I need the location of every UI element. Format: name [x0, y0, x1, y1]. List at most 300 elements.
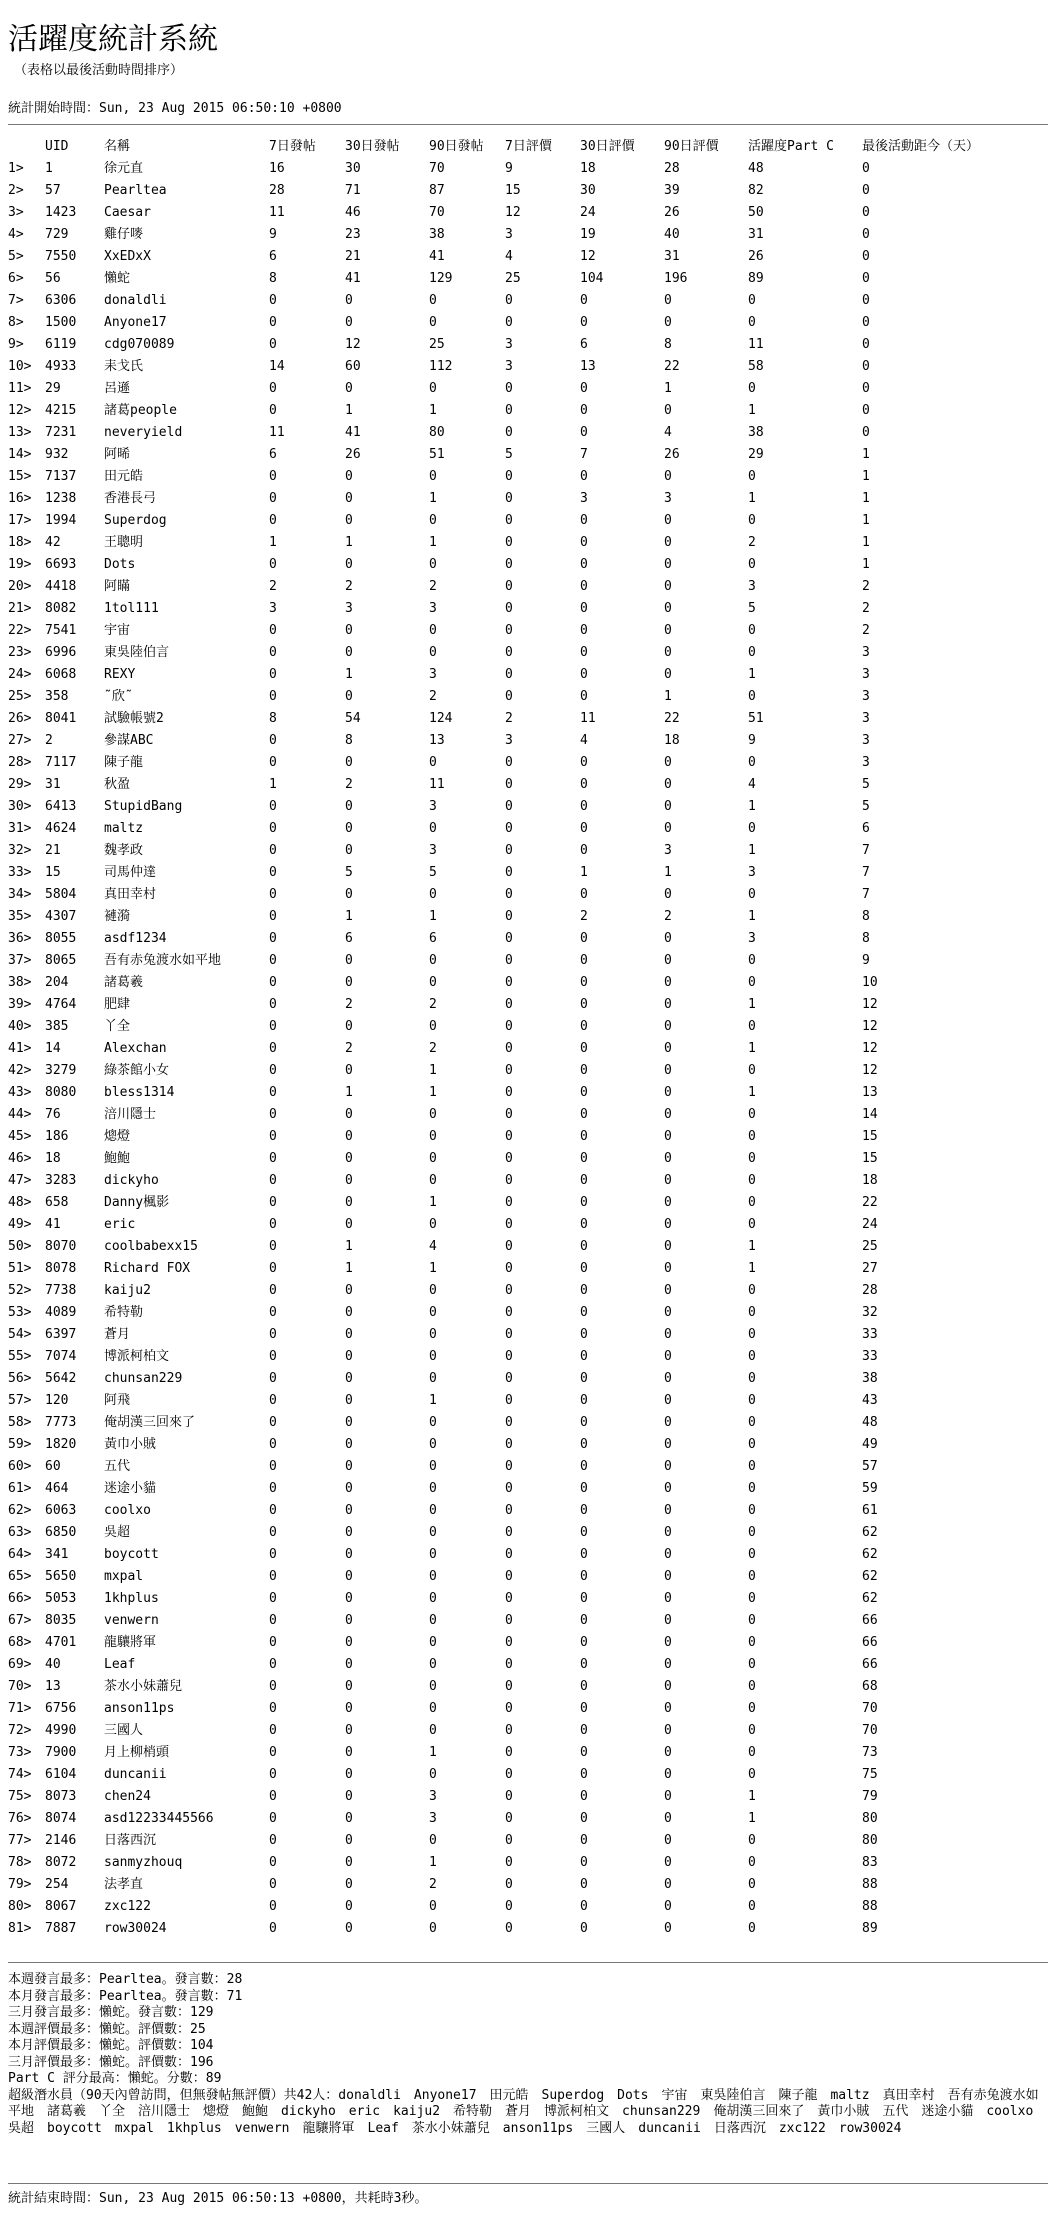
summary-line: 三月發言最多：懶蛇。發言數：129	[8, 2005, 214, 2020]
cell-activity-part-c: 50	[748, 205, 764, 220]
cell-days-since-activity: 12	[862, 1041, 878, 1056]
cell-ratings-7d: 0	[505, 1525, 513, 1540]
cell-row-rank: 49>	[8, 1217, 32, 1232]
cell-ratings-90d: 3	[664, 843, 672, 858]
cell-ratings-30d: 6	[580, 337, 588, 352]
cell-user-uid: 7887	[45, 1921, 77, 1936]
table-row	[8, 1346, 1032, 1368]
table-row	[8, 1368, 1032, 1390]
cell-ratings-90d: 0	[664, 645, 672, 660]
cell-posts-7d: 0	[269, 1833, 277, 1848]
cell-user-uid: 4418	[45, 579, 77, 594]
table-row	[8, 1082, 1032, 1104]
cell-user-name: 陳子龍	[104, 755, 144, 770]
cell-activity-part-c: 4	[748, 777, 756, 792]
cell-row-rank: 31>	[8, 821, 32, 836]
cell-posts-90d: 0	[429, 1349, 437, 1364]
cell-user-name: 田元皓	[104, 469, 144, 484]
cell-user-uid: 358	[45, 689, 69, 704]
cell-row-rank: 38>	[8, 975, 32, 990]
cell-user-uid: 7541	[45, 623, 77, 638]
cell-user-name: neveryield	[104, 425, 183, 440]
cell-posts-90d: 0	[429, 1503, 437, 1518]
cell-ratings-30d: 0	[580, 1569, 588, 1584]
cell-posts-30d: 1	[345, 667, 353, 682]
table-row	[8, 1522, 1032, 1544]
cell-posts-7d: 0	[269, 1635, 277, 1650]
cell-activity-part-c: 0	[748, 1855, 756, 1870]
cell-ratings-90d: 0	[664, 513, 672, 528]
table-row	[8, 554, 1032, 576]
cell-user-name: asdf1234	[104, 931, 167, 946]
cell-row-rank: 74>	[8, 1767, 32, 1782]
cell-posts-7d: 0	[269, 337, 277, 352]
cell-days-since-activity: 66	[862, 1657, 878, 1672]
cell-posts-30d: 0	[345, 1767, 353, 1782]
cell-days-since-activity: 9	[862, 953, 870, 968]
cell-activity-part-c: 0	[748, 1503, 756, 1518]
cell-ratings-90d: 31	[664, 249, 680, 264]
cell-posts-30d: 1	[345, 1239, 353, 1254]
cell-posts-30d: 0	[345, 1327, 353, 1342]
cell-posts-30d: 0	[345, 1063, 353, 1078]
cell-activity-part-c: 1	[748, 667, 756, 682]
cell-posts-90d: 2	[429, 1041, 437, 1056]
cell-user-uid: 6397	[45, 1327, 77, 1342]
cell-ratings-90d: 0	[664, 1547, 672, 1562]
cell-user-uid: 8082	[45, 601, 77, 616]
cell-posts-7d: 0	[269, 1261, 277, 1276]
cell-days-since-activity: 80	[862, 1811, 878, 1826]
cell-row-rank: 30>	[8, 799, 32, 814]
cell-ratings-90d: 0	[664, 1833, 672, 1848]
cell-ratings-7d: 0	[505, 1833, 513, 1848]
cell-user-name: Richard FOX	[104, 1261, 191, 1276]
cell-user-uid: 2146	[45, 1833, 77, 1848]
cell-posts-90d: 124	[429, 711, 453, 726]
cell-activity-part-c: 0	[748, 1437, 756, 1452]
cell-posts-7d: 2	[269, 579, 277, 594]
cell-user-name: 試驗帳號2	[104, 711, 164, 726]
cell-posts-7d: 3	[269, 601, 277, 616]
cell-row-rank: 67>	[8, 1613, 32, 1628]
cell-posts-30d: 0	[345, 1525, 353, 1540]
table-row	[8, 1214, 1032, 1236]
table-row	[8, 1918, 1032, 1940]
cell-user-name: 迷途小貓	[104, 1481, 157, 1496]
cell-ratings-7d: 0	[505, 909, 513, 924]
cell-posts-90d: 3	[429, 799, 437, 814]
cell-user-uid: 5650	[45, 1569, 77, 1584]
cell-days-since-activity: 66	[862, 1635, 878, 1650]
cell-ratings-30d: 0	[580, 777, 588, 792]
cell-days-since-activity: 88	[862, 1877, 878, 1892]
cell-posts-30d: 0	[345, 315, 353, 330]
cell-ratings-90d: 0	[664, 1041, 672, 1056]
cell-days-since-activity: 15	[862, 1129, 878, 1144]
summary-line: 本月評價最多：懶蛇。評價數：104	[8, 2038, 214, 2053]
cell-user-name: 熜燈	[104, 1129, 131, 1144]
cell-activity-part-c: 0	[748, 1481, 756, 1496]
cell-user-name: 博派柯柏文	[104, 1349, 170, 1364]
cell-user-name: StupidBang	[104, 799, 183, 814]
cell-activity-part-c: 1	[748, 403, 756, 418]
cell-days-since-activity: 33	[862, 1327, 878, 1342]
cell-days-since-activity: 12	[862, 1019, 878, 1034]
cell-ratings-7d: 0	[505, 1085, 513, 1100]
cell-posts-30d: 30	[345, 161, 361, 176]
cell-posts-90d: 1	[429, 1261, 437, 1276]
cell-posts-7d: 0	[269, 1437, 277, 1452]
cell-activity-part-c: 0	[748, 1613, 756, 1628]
cell-ratings-7d: 0	[505, 1239, 513, 1254]
cell-ratings-90d: 0	[664, 799, 672, 814]
cell-user-uid: 4933	[45, 359, 77, 374]
cell-posts-30d: 0	[345, 623, 353, 638]
cell-ratings-7d: 0	[505, 1899, 513, 1914]
cell-ratings-30d: 0	[580, 1107, 588, 1122]
cell-user-uid: 1423	[45, 205, 77, 220]
cell-ratings-7d: 0	[505, 689, 513, 704]
cell-posts-30d: 1	[345, 403, 353, 418]
cell-row-rank: 78>	[8, 1855, 32, 1870]
cell-row-rank: 16>	[8, 491, 32, 506]
cell-user-uid: 40	[45, 1657, 61, 1672]
cell-posts-30d: 2	[345, 1041, 353, 1056]
cell-posts-90d: 2	[429, 1877, 437, 1892]
cell-posts-30d: 54	[345, 711, 361, 726]
table-row	[8, 620, 1032, 642]
cell-days-since-activity: 24	[862, 1217, 878, 1232]
cell-user-name: 1khplus	[104, 1591, 159, 1606]
cell-activity-part-c: 9	[748, 733, 756, 748]
cell-ratings-7d: 0	[505, 381, 513, 396]
cell-ratings-30d: 3	[580, 491, 588, 506]
table-row	[8, 312, 1032, 334]
table-row	[8, 510, 1032, 532]
cell-posts-7d: 0	[269, 645, 277, 660]
cell-posts-7d: 1	[269, 535, 277, 550]
cell-activity-part-c: 0	[748, 755, 756, 770]
cell-ratings-90d: 0	[664, 1151, 672, 1166]
cell-ratings-30d: 0	[580, 315, 588, 330]
cell-user-uid: 6119	[45, 337, 77, 352]
cell-ratings-30d: 0	[580, 1019, 588, 1034]
cell-user-uid: 4307	[45, 909, 77, 924]
cell-row-rank: 14>	[8, 447, 32, 462]
cell-user-name: chunsan229	[104, 1371, 183, 1386]
cell-ratings-30d: 0	[580, 1327, 588, 1342]
cell-ratings-30d: 0	[580, 1613, 588, 1628]
cell-ratings-7d: 0	[505, 777, 513, 792]
cell-posts-90d: 0	[429, 1547, 437, 1562]
cell-user-name: ˜欣˜	[104, 689, 133, 704]
cell-row-rank: 2>	[8, 183, 24, 198]
cell-ratings-30d: 0	[580, 1679, 588, 1694]
cell-row-rank: 79>	[8, 1877, 32, 1892]
cell-row-rank: 12>	[8, 403, 32, 418]
table-row	[8, 444, 1032, 466]
cell-ratings-30d: 0	[580, 1635, 588, 1650]
cell-ratings-7d: 0	[505, 1855, 513, 1870]
cell-posts-90d: 0	[429, 1173, 437, 1188]
cell-ratings-90d: 0	[664, 667, 672, 682]
cell-row-rank: 55>	[8, 1349, 32, 1364]
cell-posts-90d: 5	[429, 865, 437, 880]
cell-ratings-7d: 0	[505, 557, 513, 572]
lurker-list: 超級潛水員（90天內曾訪問，但無發帖無評價）共42人：donaldli Anyone17 田元皓 Superdog Dots 宇宙 東吳陸伯言 陳子龍 maltz 真田幸村 吾有赤兔渡水如平地 諸葛羲 丫全 涪川隱士 熜燈 鮑鮑 dickyho eric kaiju2 希特勒 蒼月 博派柯柏文 chunsan229 俺胡漢三回來了 黃巾小賊 五代 迷途小貓 coolxo 吳超 boycott mxpal 1khplus venwern 龍驤將軍 Leaf 茶水小妹蕭兒 anson11ps 三國人 duncanii 日落西沉 zxc122 row30024	[8, 2087, 1047, 2136]
cell-days-since-activity: 0	[862, 227, 870, 242]
cell-activity-part-c: 0	[748, 1701, 756, 1716]
cell-ratings-7d: 0	[505, 1811, 513, 1826]
cell-row-rank: 29>	[8, 777, 32, 792]
cell-ratings-7d: 0	[505, 1349, 513, 1364]
cell-user-uid: 6693	[45, 557, 77, 572]
cell-user-uid: 385	[45, 1019, 69, 1034]
cell-row-rank: 56>	[8, 1371, 32, 1386]
cell-activity-part-c: 26	[748, 249, 764, 264]
cell-posts-90d: 0	[429, 1459, 437, 1474]
cell-days-since-activity: 0	[862, 271, 870, 286]
cell-posts-90d: 0	[429, 887, 437, 902]
cell-ratings-30d: 0	[580, 1547, 588, 1562]
cell-ratings-7d: 0	[505, 645, 513, 660]
column-header-posts-7d: 7日發帖	[269, 139, 316, 154]
cell-days-since-activity: 1	[862, 557, 870, 572]
cell-posts-90d: 4	[429, 1239, 437, 1254]
cell-ratings-30d: 0	[580, 579, 588, 594]
cell-posts-90d: 3	[429, 667, 437, 682]
cell-row-rank: 59>	[8, 1437, 32, 1452]
cell-posts-30d: 0	[345, 953, 353, 968]
cell-ratings-7d: 0	[505, 579, 513, 594]
cell-activity-part-c: 0	[748, 1679, 756, 1694]
cell-posts-90d: 0	[429, 1921, 437, 1936]
cell-ratings-7d: 0	[505, 865, 513, 880]
cell-posts-7d: 0	[269, 733, 277, 748]
table-row	[8, 774, 1032, 796]
cell-row-rank: 3>	[8, 205, 24, 220]
cell-posts-90d: 1	[429, 403, 437, 418]
cell-user-uid: 6996	[45, 645, 77, 660]
cell-posts-7d: 0	[269, 755, 277, 770]
cell-posts-7d: 0	[269, 909, 277, 924]
table-row	[8, 1280, 1032, 1302]
cell-posts-30d: 0	[345, 1811, 353, 1826]
cell-ratings-90d: 0	[664, 1283, 672, 1298]
cell-ratings-90d: 0	[664, 1349, 672, 1364]
cell-ratings-30d: 0	[580, 1283, 588, 1298]
cell-user-name: 1tol111	[104, 601, 159, 616]
cell-ratings-90d: 0	[664, 315, 672, 330]
cell-days-since-activity: 32	[862, 1305, 878, 1320]
table-row	[8, 1478, 1032, 1500]
cell-user-uid: 729	[45, 227, 69, 242]
cell-activity-part-c: 0	[748, 1767, 756, 1782]
cell-posts-30d: 2	[345, 579, 353, 594]
cell-ratings-7d: 12	[505, 205, 521, 220]
cell-activity-part-c: 0	[748, 1877, 756, 1892]
cell-posts-90d: 0	[429, 1107, 437, 1122]
divider-bottom	[8, 2183, 1048, 2184]
table-row	[8, 576, 1032, 598]
cell-user-uid: 1238	[45, 491, 77, 506]
cell-row-rank: 36>	[8, 931, 32, 946]
cell-posts-7d: 0	[269, 1393, 277, 1408]
cell-user-name: 諸葛people	[104, 403, 177, 418]
cell-posts-30d: 0	[345, 469, 353, 484]
cell-ratings-7d: 0	[505, 1877, 513, 1892]
cell-ratings-7d: 0	[505, 1723, 513, 1738]
cell-ratings-30d: 0	[580, 535, 588, 550]
cell-ratings-90d: 0	[664, 953, 672, 968]
cell-posts-30d: 0	[345, 1107, 353, 1122]
cell-days-since-activity: 27	[862, 1261, 878, 1276]
cell-activity-part-c: 29	[748, 447, 764, 462]
cell-row-rank: 69>	[8, 1657, 32, 1672]
cell-user-name: 龍驤將軍	[104, 1635, 157, 1650]
cell-row-rank: 51>	[8, 1261, 32, 1276]
cell-row-rank: 10>	[8, 359, 32, 374]
cell-activity-part-c: 0	[748, 645, 756, 660]
cell-user-name: Leaf	[104, 1657, 136, 1672]
cell-row-rank: 27>	[8, 733, 32, 748]
cell-ratings-7d: 0	[505, 799, 513, 814]
cell-posts-90d: 70	[429, 161, 445, 176]
cell-posts-90d: 1	[429, 1393, 437, 1408]
cell-days-since-activity: 8	[862, 931, 870, 946]
cell-posts-30d: 0	[345, 1701, 353, 1716]
cell-user-name: 雞仔嘜	[104, 227, 144, 242]
cell-ratings-7d: 0	[505, 997, 513, 1012]
cell-ratings-90d: 0	[664, 1723, 672, 1738]
cell-ratings-7d: 3	[505, 227, 513, 242]
table-row	[8, 1632, 1032, 1654]
cell-ratings-7d: 0	[505, 1371, 513, 1386]
table-body	[8, 158, 1032, 1940]
cell-user-uid: 8078	[45, 1261, 77, 1276]
cell-row-rank: 24>	[8, 667, 32, 682]
cell-row-rank: 23>	[8, 645, 32, 660]
cell-posts-30d: 0	[345, 1305, 353, 1320]
cell-posts-7d: 0	[269, 799, 277, 814]
cell-activity-part-c: 0	[748, 1129, 756, 1144]
cell-posts-7d: 0	[269, 1789, 277, 1804]
summary-section	[8, 1972, 1048, 2137]
cell-posts-7d: 0	[269, 1591, 277, 1606]
cell-ratings-30d: 0	[580, 997, 588, 1012]
cell-ratings-90d: 26	[664, 205, 680, 220]
cell-row-rank: 66>	[8, 1591, 32, 1606]
cell-ratings-7d: 4	[505, 249, 513, 264]
table-row	[8, 158, 1032, 180]
cell-user-uid: 8080	[45, 1085, 77, 1100]
cell-posts-90d: 0	[429, 1613, 437, 1628]
cell-ratings-30d: 0	[580, 1437, 588, 1452]
cell-activity-part-c: 1	[748, 1811, 756, 1826]
cell-days-since-activity: 3	[862, 645, 870, 660]
cell-posts-90d: 112	[429, 359, 453, 374]
cell-days-since-activity: 0	[862, 337, 870, 352]
cell-user-uid: 204	[45, 975, 69, 990]
cell-row-rank: 28>	[8, 755, 32, 770]
cell-user-name: 俺胡漢三回來了	[104, 1415, 196, 1430]
cell-ratings-7d: 0	[505, 1173, 513, 1188]
table-row	[8, 928, 1032, 950]
column-header-uid: UID	[45, 139, 69, 154]
column-header-ratings-30d: 30日評價	[580, 139, 635, 154]
cell-activity-part-c: 0	[748, 1569, 756, 1584]
table-row	[8, 1434, 1032, 1456]
cell-posts-90d: 0	[429, 645, 437, 660]
cell-ratings-30d: 0	[580, 1899, 588, 1914]
cell-ratings-7d: 0	[505, 1767, 513, 1782]
cell-days-since-activity: 48	[862, 1415, 878, 1430]
cell-row-rank: 6>	[8, 271, 24, 286]
cell-ratings-7d: 0	[505, 293, 513, 308]
cell-posts-30d: 0	[345, 1855, 353, 1870]
cell-ratings-7d: 0	[505, 425, 513, 440]
cell-row-rank: 62>	[8, 1503, 32, 1518]
column-header-rank	[8, 136, 45, 158]
cell-activity-part-c: 31	[748, 227, 764, 242]
cell-ratings-30d: 0	[580, 667, 588, 682]
table-row	[8, 1764, 1032, 1786]
column-header-ratings-90d: 90日評價	[664, 139, 719, 154]
cell-posts-30d: 0	[345, 381, 353, 396]
cell-ratings-7d: 0	[505, 1547, 513, 1562]
cell-posts-90d: 1	[429, 1085, 437, 1100]
cell-user-uid: 6068	[45, 667, 77, 682]
cell-ratings-30d: 7	[580, 447, 588, 462]
cell-days-since-activity: 79	[862, 1789, 878, 1804]
table-row	[8, 224, 1032, 246]
cell-ratings-7d: 0	[505, 1635, 513, 1650]
cell-posts-90d: 1	[429, 1195, 437, 1210]
cell-activity-part-c: 1	[748, 1085, 756, 1100]
cell-activity-part-c: 0	[748, 1063, 756, 1078]
cell-user-name: kaiju2	[104, 1283, 151, 1298]
cell-ratings-30d: 11	[580, 711, 596, 726]
table-row	[8, 1742, 1032, 1764]
cell-posts-7d: 0	[269, 1195, 277, 1210]
cell-ratings-7d: 0	[505, 315, 513, 330]
cell-ratings-30d: 0	[580, 953, 588, 968]
cell-posts-7d: 0	[269, 1547, 277, 1562]
cell-user-name: maltz	[104, 821, 144, 836]
cell-row-rank: 47>	[8, 1173, 32, 1188]
cell-posts-30d: 60	[345, 359, 361, 374]
cell-activity-part-c: 0	[748, 1107, 756, 1122]
cell-posts-7d: 8	[269, 711, 277, 726]
cell-posts-7d: 11	[269, 425, 285, 440]
cell-user-name: Danny楓影	[104, 1195, 170, 1210]
cell-posts-30d: 0	[345, 887, 353, 902]
cell-days-since-activity: 62	[862, 1591, 878, 1606]
cell-row-rank: 64>	[8, 1547, 32, 1562]
cell-user-name: donaldli	[104, 293, 167, 308]
table-row	[8, 1588, 1032, 1610]
cell-days-since-activity: 5	[862, 799, 870, 814]
cell-row-rank: 76>	[8, 1811, 32, 1826]
cell-user-uid: 8055	[45, 931, 77, 946]
cell-days-since-activity: 49	[862, 1437, 878, 1452]
cell-posts-90d: 6	[429, 931, 437, 946]
cell-ratings-7d: 0	[505, 843, 513, 858]
table-row	[8, 1126, 1032, 1148]
cell-ratings-30d: 0	[580, 1239, 588, 1254]
summary-line: 本月發言最多：Pearltea。發言數：71	[8, 1988, 243, 2004]
